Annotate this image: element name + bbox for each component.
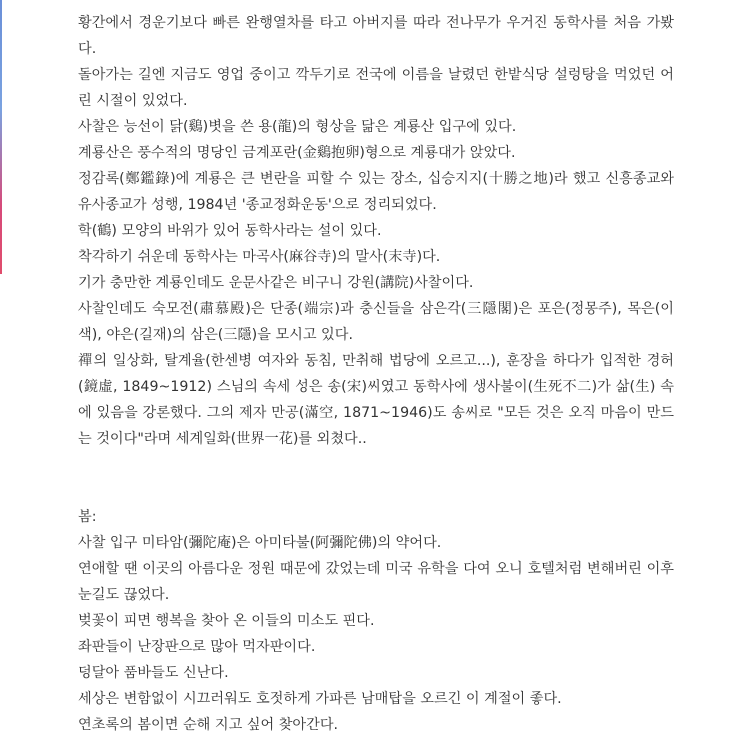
paragraph-jeonggamnok: 정감록(鄭鑑錄)에 계룡은 큰 변란을 피할 수 있는 장소, 십승지지(十勝之地)라 했고 신흥종교와 유사종교가 성행, 1984년 '종교정화운동'으로 정리되었다.: [78, 171, 674, 213]
paragraph-mitaam: 사찰 입구 미타암(彌陀庵)은 아미타불(阿彌陀佛)의 약어다.: [78, 535, 442, 551]
paragraph-hanbat-restaurant: 돌아가는 길엔 지금도 영업 중이고 깍두기로 전국에 이름을 날렸던 한밭식당 설렁탕을 먹었던 어린 시절이 있었다.: [78, 67, 674, 109]
paragraph-hwanggan-train: 황간에서 경운기보다 빠른 완행열차를 타고 아버지를 따라 전나무가 우거진 동학사를 처음 가봤다.: [78, 15, 674, 57]
paragraph-crane-rock: 학(鶴) 모양의 바위가 있어 동학사라는 설이 있다.: [78, 223, 382, 239]
paragraph-cherry-blossom: 벚꽃이 피면 행복을 찾아 온 이들의 미소도 핀다.: [78, 613, 375, 629]
paragraph-pumba: 덩달아 품바들도 신난다.: [78, 665, 229, 681]
paragraph-nammaetap: 세상은 변함없이 시끄러워도 호젓하게 가파른 남매탑을 오르긴 이 계절이 좋다.: [78, 691, 562, 707]
paragraph-street-stalls: 좌판들이 난장판으로 많아 먹자판이다.: [78, 639, 316, 655]
paragraph-gyeryongsan-fengshui: 계룡산은 풍수적의 명당인 금계포란(金鷄抱卵)형으로 계룡대가 앉았다.: [78, 145, 516, 161]
left-accent-stripe: [0, 0, 2, 274]
paragraph-temple-location: 사찰은 능선이 닭(鷄)볏을 쓴 용(龍)의 형상을 닮은 계룡산 입구에 있다.: [78, 119, 517, 135]
article-body: [78, 10, 674, 738]
paragraph-dating-garden: 연애할 땐 이곳의 아름다운 정원 때문에 갔었는데 미국 유학을 다여 오니 호텔처럼 변해버린 이후 눈길도 끊었다.: [78, 561, 674, 603]
spring-heading: 봄:: [78, 509, 97, 525]
paragraph-green-spring: 연초록의 봄이면 순해 지고 싶어 찾아간다.: [78, 717, 339, 733]
paragraph-nun-seminary: 기가 충만한 계룡인데도 운문사같은 비구니 강원(講院)사찰이다.: [78, 275, 474, 291]
section-spacer: [78, 452, 674, 504]
paragraph-magoksa-branch: 착각하기 쉬운데 동학사는 마곡사(麻谷寺)의 말사(末寺)다.: [78, 249, 441, 265]
paragraph-sukmojeon: 사찰인데도 숙모전(肅慕殿)은 단종(端宗)과 충신들을 삼은각(三隱閣)은 포은(정몽주), 목은(이색), 야은(길재)의 삼은(三隱)을 모시고 있다.: [78, 301, 674, 343]
paragraph-gyeongheo-mangong: 禪의 일상화, 탈계율(한센병 여자와 동침, 만취해 법당에 오르고...), 훈장을 하다가 입적한 경허(鏡虛, 1849~1912) 스님의 속세 성은 송(宋)씨였고 동학사에 생사불이(生死不二)가 삶(生) 속에 있음을 강론했다. 그의 제자 만공(滿空, 1871~1946)도 송씨로 "모든 것은 오직 마음이 만드는 것이다"라며 세계일화(世界一花)를 외쳤다..: [78, 353, 674, 447]
